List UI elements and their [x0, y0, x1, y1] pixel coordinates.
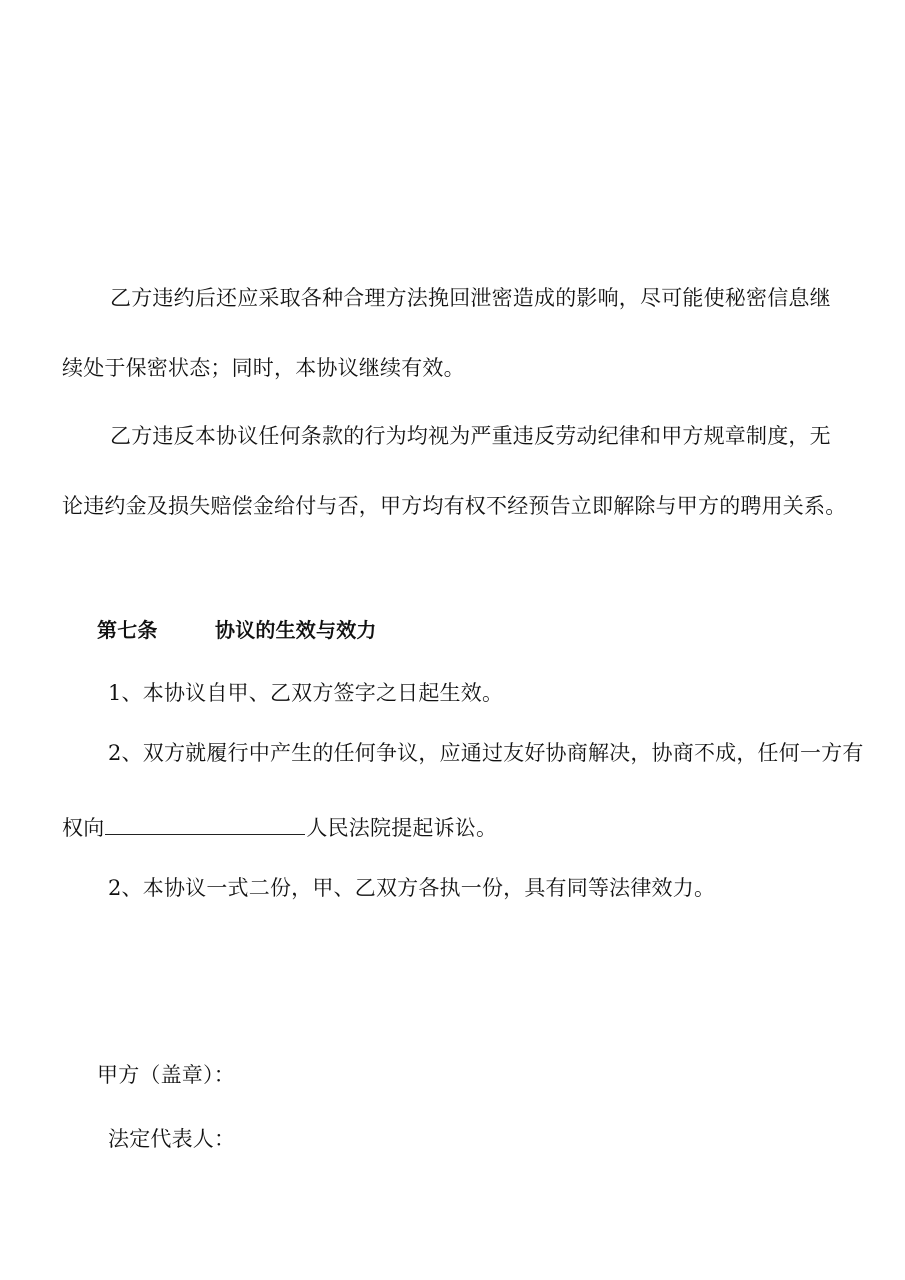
clause-item-continuation: [62, 813, 497, 843]
paragraph-line: 论违约金及损失赔偿金给付与否，甲方均有权不经预告立即解除与甲方的聘用关系。: [62, 494, 847, 518]
paragraph-line: 续处于保密状态；同时，本协议继续有效。: [62, 356, 465, 380]
clause-text: 人民法院提起诉讼。: [306, 816, 498, 840]
clause-item: 1、本协议自甲、乙双方签字之日起生效。: [108, 681, 504, 705]
clause-item: 2、双方就履行中产生的任何争议，应通过友好协商解决，协商不成，任何一方有: [108, 741, 864, 765]
clause-item: 2、本协议一式二份，甲、乙双方各执一份，具有同等法律效力。: [108, 876, 716, 900]
paragraph-line: 乙方违反本协议任何条款的行为均视为严重违反劳动纪律和甲方规章制度，无: [110, 424, 831, 448]
article-title: 协议的生效与效力: [215, 618, 377, 642]
article-number: 第七条: [97, 618, 158, 642]
legal-representative-label: 法定代表人：: [108, 1127, 236, 1151]
clause-text: 权向: [62, 816, 105, 840]
paragraph-line: 乙方违约后还应采取各种合理方法挽回泄密造成的影响，尽可能使秘密信息继: [110, 286, 831, 310]
party-a-seal-label: 甲方（盖章）：: [97, 1063, 235, 1087]
court-name-blank[interactable]: [105, 814, 305, 835]
